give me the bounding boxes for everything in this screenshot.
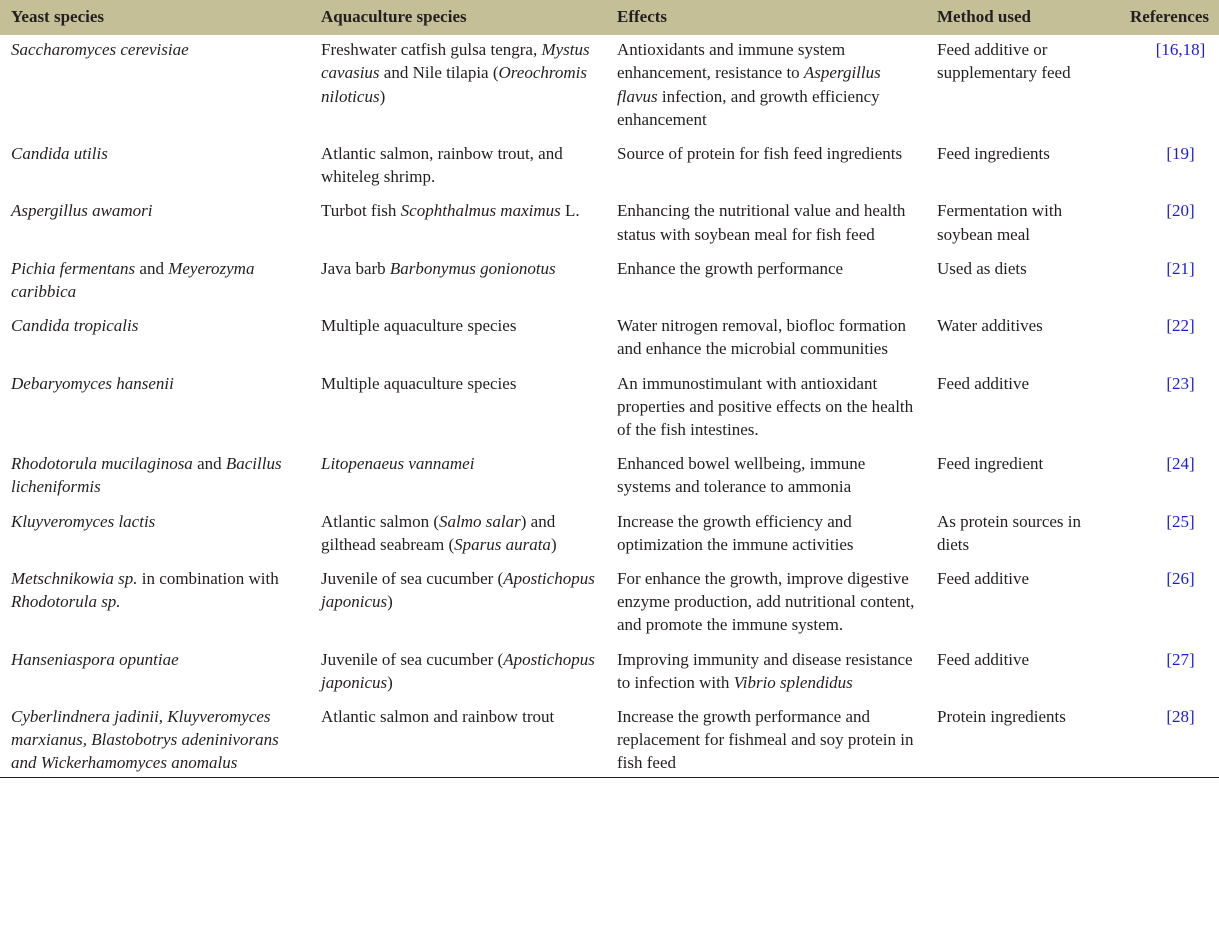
- aquaculture-species-fragment: Freshwater catfish gulsa tengra,: [321, 40, 542, 60]
- aquaculture-species-fragment: Apostichopus japonicus: [321, 649, 595, 692]
- yeast-species-fragment: Pichia fermentans: [11, 258, 136, 278]
- yeast-species-fragment: Cyberlindnera jadinii, Kluyveromyces marxianus, Blastobotrys adeninivorans and Wickerhamomyces anomalus: [11, 707, 279, 773]
- aquaculture-species-fragment: Litopenaeus vannamei: [321, 454, 475, 474]
- cell-method-used: Protein ingredients: [926, 702, 1106, 777]
- cell-aquaculture-species: [310, 35, 606, 139]
- yeast-species-fragment: Hanseniaspora opuntiae: [11, 649, 179, 669]
- reference-link[interactable]: [23]: [1166, 373, 1195, 393]
- reference-link[interactable]: [24]: [1166, 454, 1195, 474]
- cell-aquaculture-species: [310, 254, 606, 311]
- header-references: References: [1130, 7, 1209, 26]
- table-row: [0, 702, 1219, 777]
- cell-aquaculture-species: [310, 507, 606, 564]
- aquaculture-species-fragment: ): [387, 672, 393, 692]
- cell-method-used: Feed ingredients: [937, 144, 1050, 164]
- yeast-species-fragment: Meyerozyma caribbica: [11, 258, 255, 302]
- aquaculture-species-fragment: L.: [560, 201, 580, 221]
- table-row: [0, 196, 1219, 253]
- cell-yeast-species: [0, 369, 310, 450]
- cell-references: [1106, 254, 1219, 311]
- cell-method-used: Feed additive or supplementary feed: [937, 40, 1071, 83]
- effects-fragment: Aspergillus flavus: [617, 63, 881, 106]
- cell-effects: [606, 196, 926, 253]
- cell-yeast-species: [0, 196, 310, 253]
- yeast-species-fragment: and: [192, 454, 226, 474]
- table-header: [0, 0, 1219, 35]
- effects-fragment: Increase the growth performance and replacement for fishmeal and soy protein in fish feed: [617, 707, 914, 773]
- cell-effects: [606, 35, 926, 139]
- aquaculture-species-fragment: Atlantic salmon (: [321, 511, 440, 531]
- cell-yeast-species: [0, 564, 310, 645]
- cell-method-used: Fermentation with soybean meal: [937, 201, 1063, 244]
- effects-fragment: Antioxidants and immune system enhancement, resistance to: [617, 40, 846, 83]
- aquaculture-species-fragment: ): [379, 86, 386, 106]
- yeast-species-fragment: Candida tropicalis: [11, 316, 139, 336]
- table-row: [0, 139, 1219, 196]
- aquaculture-species-fragment: ): [550, 534, 557, 554]
- cell-yeast-species: [0, 702, 310, 777]
- effects-fragment: infection, and growth efficiency enhancement: [617, 86, 880, 129]
- effects-fragment: Vibrio splendidus: [733, 672, 853, 692]
- table-row: [0, 35, 1219, 139]
- reference-link[interactable]: [19]: [1166, 144, 1195, 164]
- cell-method-used: Used as diets: [937, 258, 1027, 278]
- cell-effects: [606, 449, 926, 506]
- cell-references: [1106, 507, 1219, 564]
- cell-effects: [606, 564, 926, 645]
- table-row: [0, 449, 1219, 506]
- cell-effects: [606, 311, 926, 368]
- aquaculture-species-fragment: Multiple aquaculture species: [321, 316, 517, 336]
- aquaculture-species-fragment: Juvenile of sea cucumber (: [321, 569, 504, 589]
- cell-yeast-species: [0, 507, 310, 564]
- yeast-species-fragment: Candida utilis: [11, 144, 108, 164]
- cell-aquaculture-species: [310, 564, 606, 645]
- aquaculture-species-fragment: Sparus aurata: [454, 534, 551, 554]
- table-body: [0, 35, 1219, 777]
- aquaculture-species-fragment: Turbot fish: [321, 201, 401, 221]
- cell-references: [1106, 564, 1219, 645]
- cell-references: [1106, 369, 1219, 450]
- table-row: [0, 507, 1219, 564]
- yeast-species-fragment: and: [135, 258, 169, 278]
- table-row: [0, 645, 1219, 702]
- table-row: [0, 564, 1219, 645]
- cell-references: [1106, 702, 1219, 777]
- cell-method-used: Feed ingredient: [937, 454, 1044, 474]
- reference-link[interactable]: [25]: [1166, 511, 1195, 531]
- cell-method-used: Feed additive: [937, 569, 1030, 589]
- aquaculture-species-fragment: Apostichopus japonicus: [321, 569, 595, 612]
- cell-method-used: As protein sources in diets: [937, 511, 1082, 554]
- header-yeast-species: Yeast species: [11, 7, 105, 26]
- effects-fragment: Source of protein for fish feed ingredients: [617, 144, 903, 164]
- header-row: [0, 0, 1219, 35]
- aquaculture-species-fragment: Java barb: [321, 258, 390, 278]
- cell-method-used: Feed additive: [937, 649, 1030, 669]
- effects-fragment: Improving immunity and disease resistance to infection with: [617, 649, 913, 692]
- cell-yeast-species: [0, 645, 310, 702]
- header-aquaculture-species: Aquaculture species: [321, 7, 467, 26]
- aquaculture-species-fragment: Mystus cavasius: [321, 40, 590, 83]
- effects-fragment: Enhancing the nutritional value and health status with soybean meal for fish feed: [617, 201, 906, 244]
- cell-references: [1106, 311, 1219, 368]
- cell-effects: [606, 139, 926, 196]
- yeast-species-fragment: Aspergillus awamori: [11, 201, 153, 221]
- cell-method-used: Water additives: [937, 316, 1043, 336]
- yeast-species-fragment: Rhodotorula sp.: [11, 592, 121, 612]
- reference-link[interactable]: [26]: [1166, 569, 1195, 589]
- reference-link[interactable]: [20]: [1166, 201, 1195, 221]
- header-effects: Effects: [617, 7, 668, 26]
- yeast-species-fragment: Debaryomyces hansenii: [11, 373, 174, 393]
- reference-link[interactable]: [22]: [1166, 316, 1195, 336]
- cell-references: [1106, 35, 1219, 139]
- aquaculture-species-fragment: and Nile tilapia (: [379, 63, 499, 83]
- aquaculture-species-fragment: Juvenile of sea cucumber (: [321, 649, 504, 669]
- cell-aquaculture-species: [310, 369, 606, 450]
- cell-aquaculture-species: [310, 196, 606, 253]
- aquaculture-species-fragment: Atlantic salmon, rainbow trout, and whiteleg shrimp.: [321, 144, 563, 187]
- table-row: [0, 311, 1219, 368]
- effects-fragment: Water nitrogen removal, biofloc formation and enhance the microbial communities: [617, 316, 906, 359]
- cell-effects: [606, 507, 926, 564]
- cell-references: [1106, 645, 1219, 702]
- cell-effects: [606, 702, 926, 777]
- reference-link[interactable]: [16,18]: [1155, 40, 1206, 60]
- cell-effects: [606, 369, 926, 450]
- effects-fragment: Enhance the growth performance: [617, 258, 844, 278]
- cell-aquaculture-species: [310, 449, 606, 506]
- cell-effects: [606, 254, 926, 311]
- aquaculture-species-fragment: ): [387, 592, 393, 612]
- cell-references: [1106, 139, 1219, 196]
- effects-fragment: Enhanced bowel wellbeing, immune systems and tolerance to ammonia: [617, 454, 866, 497]
- cell-effects: [606, 645, 926, 702]
- cell-references: [1106, 449, 1219, 506]
- reference-link[interactable]: [28]: [1166, 707, 1195, 727]
- effects-fragment: An immunostimulant with antioxidant properties and positive effects on the health of the fish intestines.: [617, 373, 914, 440]
- aquaculture-species-fragment: Atlantic salmon and rainbow trout: [321, 707, 555, 727]
- aquaculture-species-fragment: ) and gilthead seabream (: [321, 511, 556, 554]
- table-row: [0, 254, 1219, 311]
- cell-aquaculture-species: [310, 311, 606, 368]
- table-row: [0, 369, 1219, 450]
- cell-method-used: Feed additive: [937, 373, 1030, 393]
- yeast-species-fragment: Saccharomyces cerevisiae: [11, 40, 189, 60]
- reference-link[interactable]: [21]: [1166, 258, 1195, 278]
- cell-yeast-species: [0, 254, 310, 311]
- yeast-species-fragment: Bacillus licheniformis: [11, 454, 282, 497]
- effects-fragment: Increase the growth efficiency and optimization the immune activities: [617, 511, 854, 554]
- cell-aquaculture-species: [310, 139, 606, 196]
- yeast-species-fragment: Kluyveromyces lactis: [11, 511, 156, 531]
- header-method-used: Method used: [937, 7, 1031, 26]
- cell-aquaculture-species: [310, 645, 606, 702]
- aquaculture-species-fragment: Multiple aquaculture species: [321, 373, 517, 393]
- cell-yeast-species: [0, 139, 310, 196]
- cell-yeast-species: [0, 35, 310, 139]
- cell-aquaculture-species: [310, 702, 606, 777]
- aquaculture-species-fragment: Scophthalmus maximus: [400, 201, 561, 221]
- reference-link[interactable]: [27]: [1166, 649, 1195, 669]
- yeast-species-fragment: Metschnikowia sp.: [11, 569, 138, 589]
- effects-fragment: For enhance the growth, improve digestive enzyme production, add nutritional content, and promote the immune system.: [617, 569, 915, 635]
- aquaculture-species-fragment: Barbonymus gonionotus: [389, 258, 556, 278]
- yeast-species-fragment: Rhodotorula mucilaginosa: [11, 454, 193, 474]
- yeast-species-fragment: in combination with: [137, 569, 279, 589]
- cell-references: [1106, 196, 1219, 253]
- aquaculture-species-fragment: Oreochromis niloticus: [321, 63, 587, 106]
- cell-yeast-species: [0, 449, 310, 506]
- cell-yeast-species: [0, 311, 310, 368]
- aquaculture-species-fragment: Salmo salar: [439, 511, 521, 531]
